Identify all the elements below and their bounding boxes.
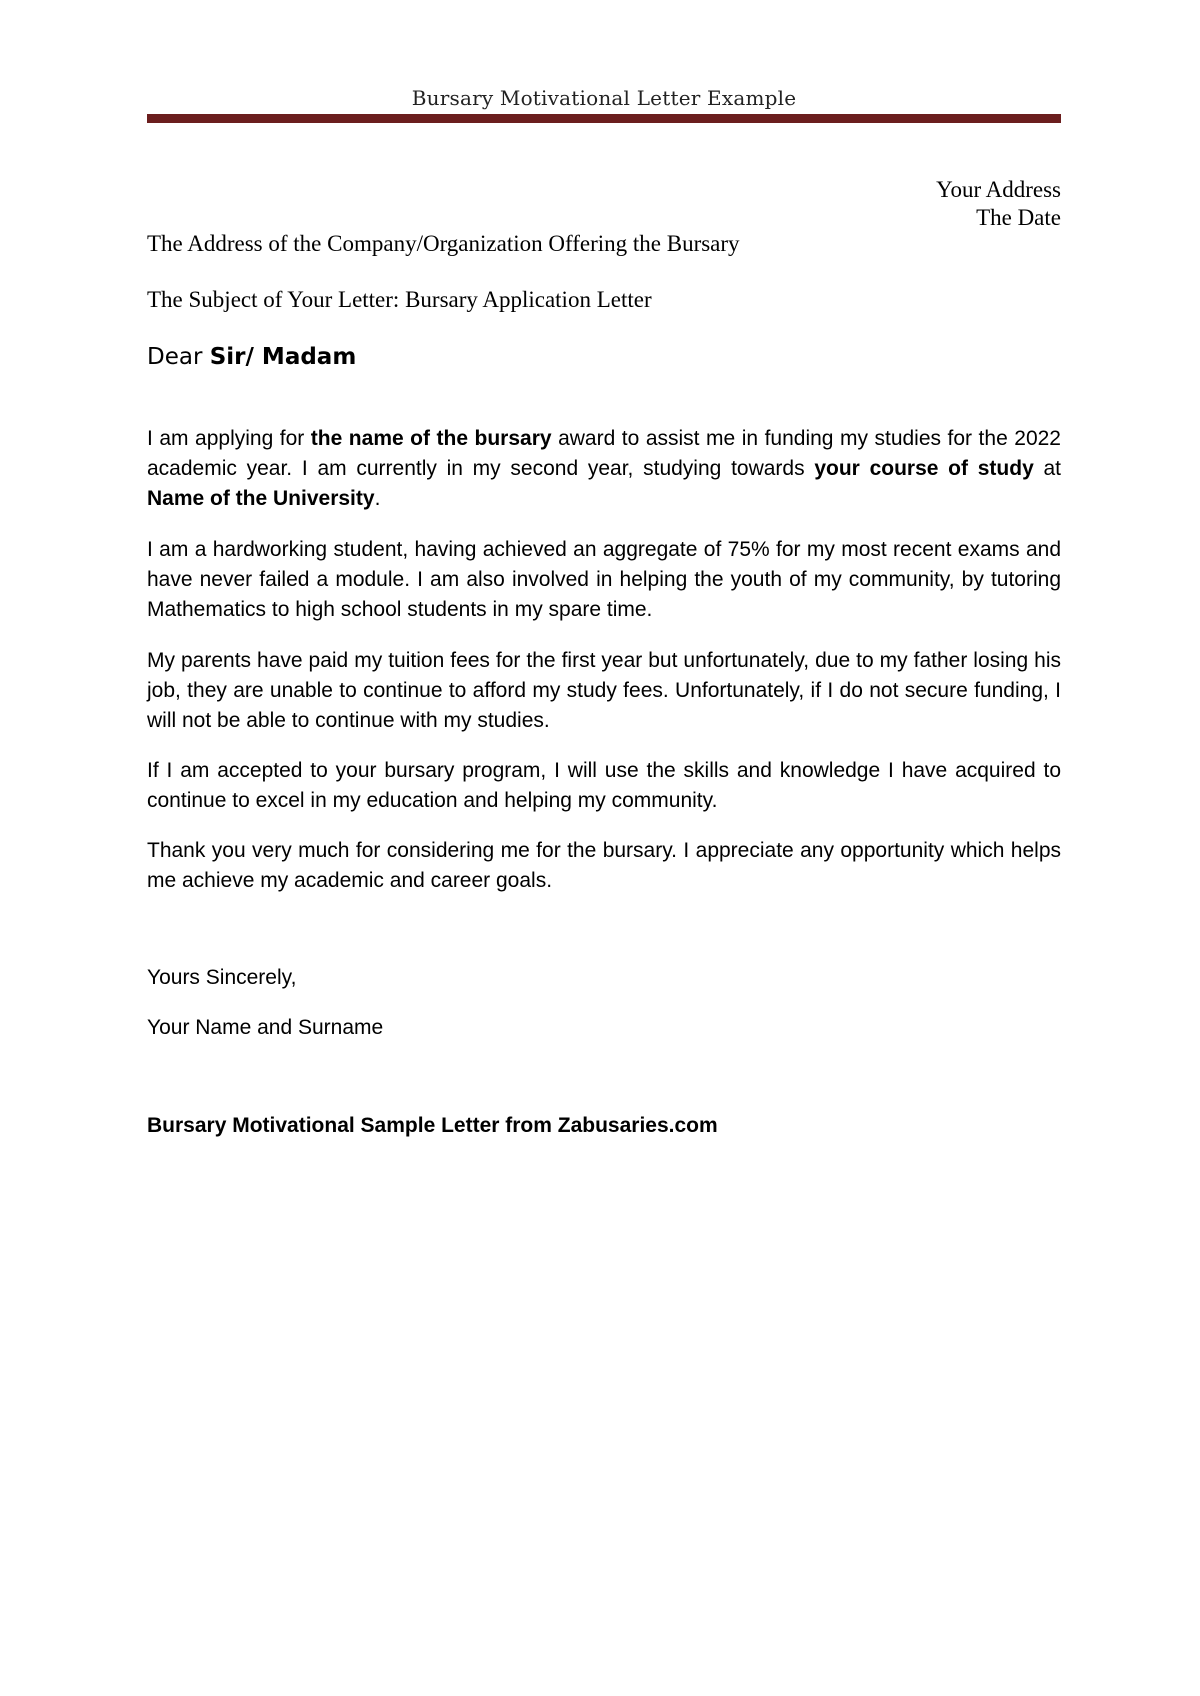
signature-name: Your Name and Surname [147,1016,384,1039]
body-paragraph-5: Thank you very much for considering me for the bursary. I appreciate any opportunity which helps me achieve my academic and career goals. [147,839,1061,892]
salutation-name: Sir/ Madam [209,344,357,370]
footer-credit: Bursary Motivational Sample Letter from Zabusaries.com [147,1114,718,1137]
p1-text-4: . [374,487,381,510]
header-rule [147,114,1061,123]
university-placeholder: Name of the University [147,487,375,510]
body-paragraph-3: My parents have paid my tuition fees for the first year but unfortunately, due to my father losing his job, they are unable to continue to afford my study fees. Unfortunately, if I do not secure funding, I will not be able to continue with my studies. [147,649,1061,732]
letter-date: The Date [976,205,1061,230]
closing: Yours Sincerely, [147,966,297,989]
salutation-prefix: Dear [147,344,210,370]
sender-address: Your Address [936,177,1061,202]
page-header-title: Bursary Motivational Letter Example [411,86,797,110]
sender-block [936,176,1061,232]
p1-text-1: I am applying for [147,427,311,450]
p1-text-3: at [1033,457,1061,480]
body-paragraph-2: I am a hardworking student, having achieved an aggregate of 75% for my most recent exams and have never failed a module. I am also involved in helping the youth of my community, by tutoring Mathematics to high school students in my spare time. [147,538,1061,621]
body-paragraph-4: If I am accepted to your bursary program, I will use the skills and knowledge I have acquired to continue to excel in my education and helping my community. [147,759,1061,812]
salutation [147,344,356,370]
bursary-name-placeholder: the name of the bursary [310,427,552,450]
body-paragraph-1 [147,424,1061,514]
recipient-address: The Address of the Company/Organization Offering the Bursary [147,231,740,256]
subject-line: The Subject of Your Letter: Bursary Application Letter [147,287,652,312]
p1-text-2: award to assist me in funding my studies for the 2022 academic year. I am currently in my second year, studying towards [147,427,1061,480]
course-placeholder: your course of study [814,457,1034,480]
